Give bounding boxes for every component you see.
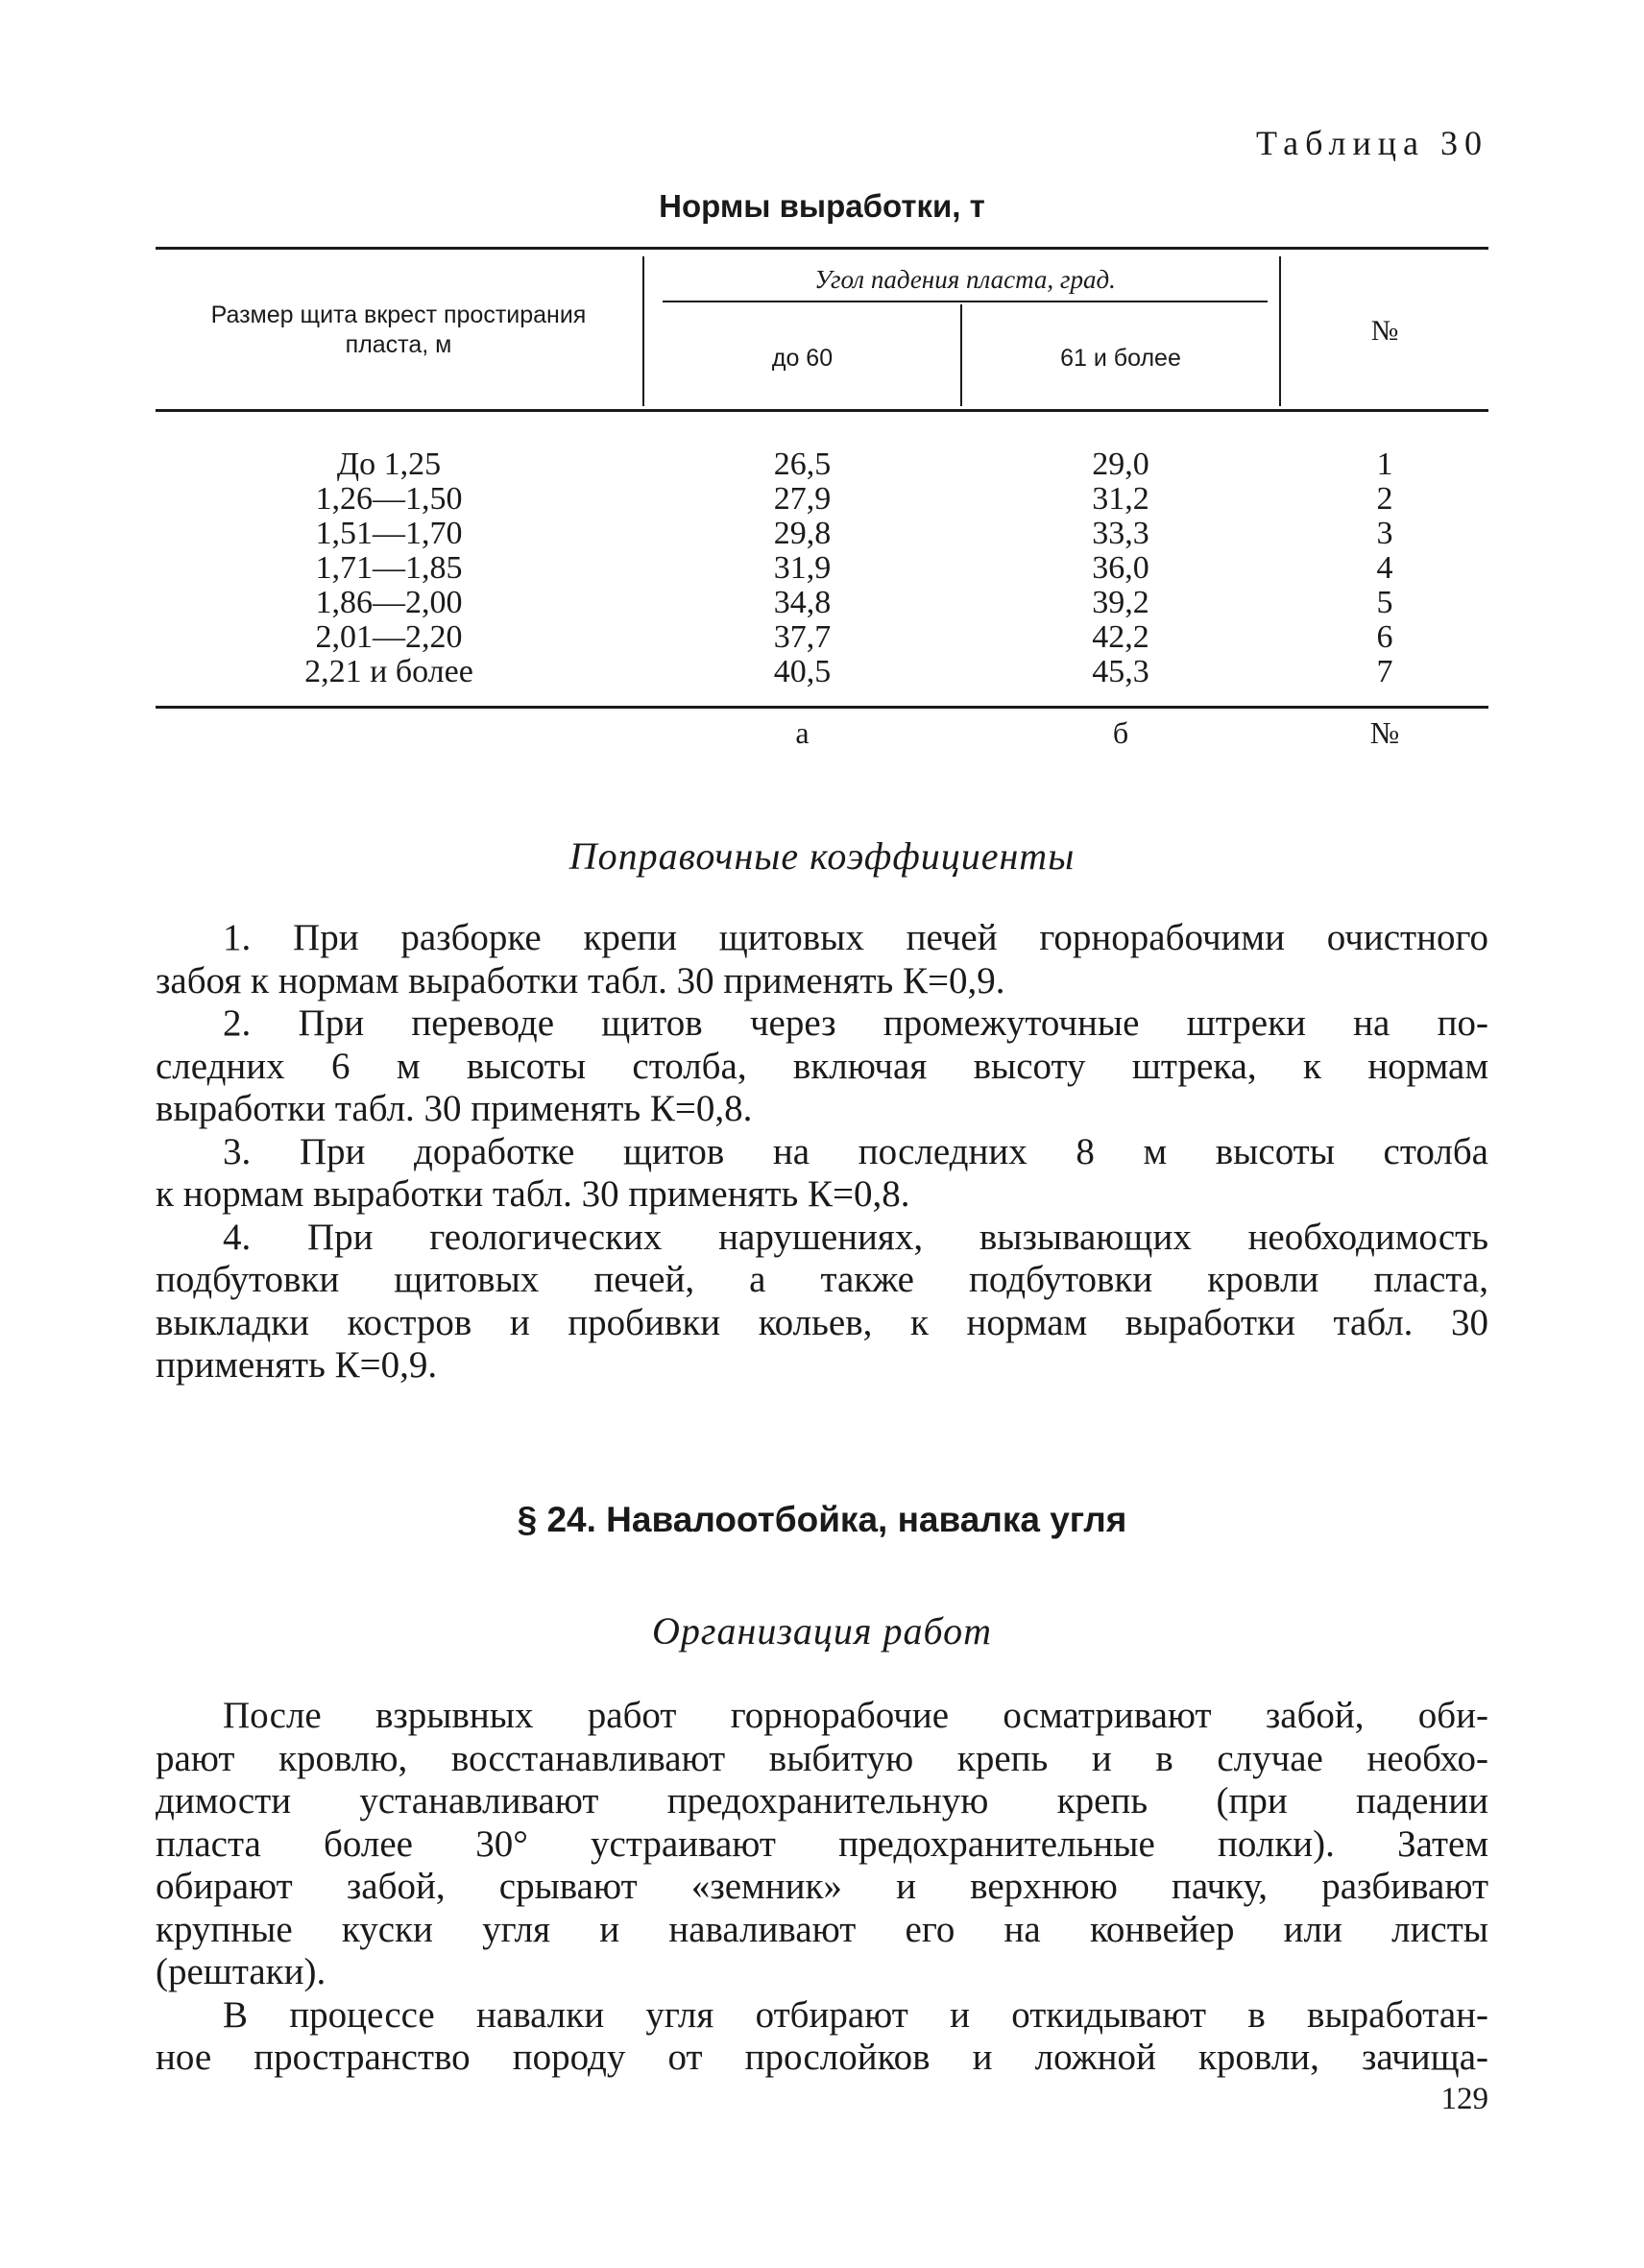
- text-line: выкладки костров и пробивки кольев, к нормам выработки табл. 30: [156, 1301, 1488, 1343]
- column-a: [644, 447, 960, 689]
- text-line: В процессе навалки угля отбирают и откидывают в выработан-: [223, 1993, 1488, 2036]
- correction-item-4: [156, 1217, 1488, 1387]
- text-line: следних 6 м высоты столба, включая высоту штрека, к нормам: [156, 1045, 1488, 1087]
- text-line: подбутовки щитовых печей, а также подбутовки кровли пласта,: [156, 1259, 1488, 1300]
- table-cell-a: 34,8: [773, 585, 832, 620]
- text-line: крупные куски угля и наваливают его на конвейер или листы: [156, 1908, 1488, 1950]
- table-cell-size: 1,26—1,50: [315, 481, 463, 517]
- text-line: димости устанавливают предохранительную крепь (при падении: [156, 1780, 1488, 1822]
- text-line: 2. При переводе щитов через промежуточные штреки на по-: [223, 1002, 1488, 1044]
- text-line: После взрывных работ горнорабочие осматривают забой, оби-: [223, 1695, 1488, 1736]
- text-line: пласта более 30° устраивают предохранительные полки). Затем: [156, 1822, 1488, 1865]
- footer-a: а: [795, 715, 810, 750]
- correction-item-3: [156, 1131, 1488, 1217]
- text-line: 1. При разборке крепи щитовых печей горнорабочими очистного: [223, 917, 1488, 958]
- text-line: обирают забой, срывают «земник» и верхнюю пачку, разбивают: [156, 1866, 1488, 1907]
- header-num: №: [1370, 315, 1399, 347]
- corrections-heading: Поправочные коэффициенты: [568, 834, 1076, 878]
- column-size: [187, 447, 591, 689]
- body-bottom-rule: [156, 706, 1488, 709]
- table-cell-num: 3: [1376, 516, 1393, 551]
- text-line: выработки табл. 30 применять К=0,8.: [156, 1088, 753, 1129]
- text-line: применять К=0,9.: [156, 1344, 438, 1386]
- table-cell-num: 2: [1376, 481, 1393, 517]
- table-cell-a: 31,9: [773, 550, 832, 586]
- correction-item-2: [156, 1002, 1488, 1131]
- table-top-rule: [156, 247, 1488, 250]
- header-bottom-rule: [156, 409, 1488, 412]
- text-line: рают кровлю, восстанавливают выбитую крепь и в случае необхо-: [156, 1737, 1488, 1779]
- table-cell-size: 2,21 и более: [304, 654, 473, 689]
- table-cell-b: 45,3: [1092, 654, 1149, 689]
- table-cell-num: 6: [1376, 619, 1393, 655]
- table-cell-a: 37,7: [773, 619, 832, 655]
- table-caption: Нормы выработки, т: [659, 188, 985, 224]
- text-line: 3. При доработке щитов на последних 8 м высоты столба: [223, 1130, 1488, 1172]
- table-cell-b: 42,2: [1092, 619, 1149, 655]
- text-line: (рештаки).: [156, 1951, 326, 1992]
- table-cell-b: 29,0: [1092, 446, 1149, 482]
- table-cell-num: 4: [1376, 550, 1393, 586]
- table-cell-num: 5: [1376, 585, 1393, 620]
- table-cell-b: 36,0: [1092, 550, 1149, 586]
- table-cell-size: 1,71—1,85: [315, 550, 463, 586]
- footer-b: б: [1112, 715, 1129, 750]
- table-cell-size: 1,51—1,70: [315, 516, 463, 551]
- text-line: 4. При геологических нарушениях, вызывающих необходимость: [223, 1216, 1488, 1258]
- header-divider-1: [642, 256, 644, 406]
- table-cell-a: 27,9: [773, 481, 832, 517]
- table-cell-b: 33,3: [1092, 516, 1149, 551]
- column-num: [1281, 447, 1488, 689]
- table-cell-size: 2,01—2,20: [315, 619, 463, 655]
- section-paragraph-2: [156, 1994, 1488, 2080]
- table-cell-a: 26,5: [773, 446, 832, 482]
- table-cell-size: До 1,25: [336, 446, 442, 482]
- table-cell-b: 39,2: [1092, 585, 1149, 620]
- table-cell-num: 7: [1376, 654, 1393, 689]
- section-paragraph-1: [156, 1695, 1488, 1994]
- footer-num: №: [1369, 715, 1400, 750]
- page-number: 129: [1440, 2082, 1488, 2116]
- header-col-a: до 60: [771, 345, 834, 372]
- group-underline: [663, 301, 1268, 302]
- section-title: § 24. Навалоотбойка, навалка угля: [517, 1500, 1127, 1539]
- section-subheading: Организация работ: [651, 1609, 992, 1653]
- correction-item-1: [156, 917, 1488, 1002]
- table-cell-num: 1: [1376, 446, 1393, 482]
- text-line: ное пространство породу от прослойков и ложной кровли, зачища-: [156, 2037, 1488, 2078]
- table-cell-size: 1,86—2,00: [315, 585, 463, 620]
- column-b: [962, 447, 1279, 689]
- text-line: к нормам выработки табл. 30 применять К=0,8.: [156, 1173, 910, 1215]
- header-group-label: Угол падения пласта, град.: [814, 265, 1116, 294]
- section-body: [156, 1695, 1488, 2080]
- table-number: Таблица 30: [1256, 124, 1488, 162]
- header-col-b: 61 и более: [1060, 345, 1181, 372]
- table-cell-b: 31,2: [1092, 481, 1149, 517]
- text-line: забоя к нормам выработки табл. 30 применять К=0,9.: [156, 959, 1005, 1001]
- corrections-list: [156, 917, 1488, 1387]
- header-row-label: Размер щита вкрест простирания пласта, м: [210, 302, 587, 358]
- table-cell-a: 40,5: [773, 654, 832, 689]
- table-cell-a: 29,8: [773, 516, 832, 551]
